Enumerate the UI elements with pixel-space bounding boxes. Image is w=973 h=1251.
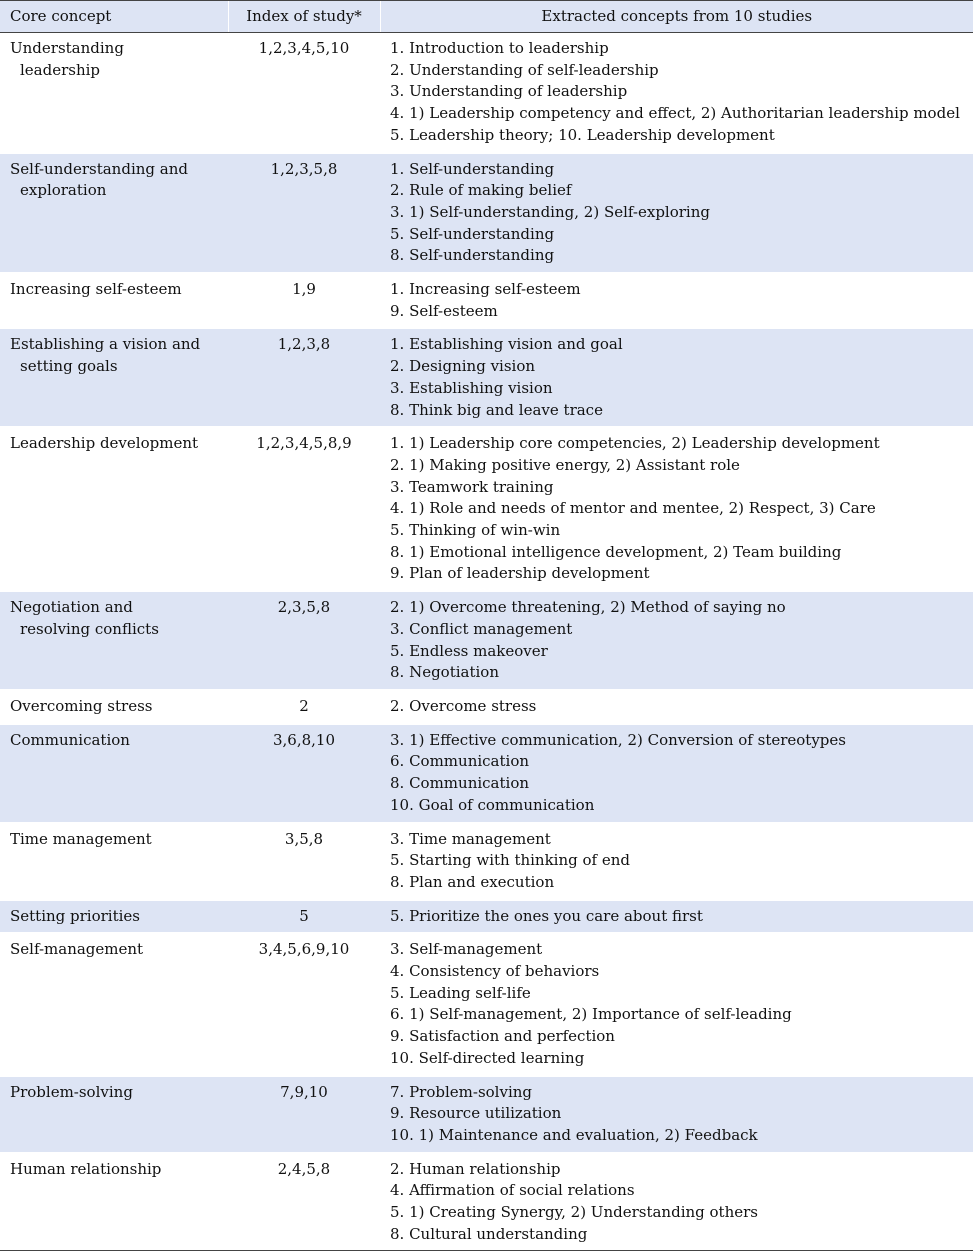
study-index-cell: 2 xyxy=(228,690,380,724)
extracted-concept-item: 1. 1) Leadership core competencies, 2) Leadership development xyxy=(390,434,880,453)
study-index-cell: 1,2,3,4,5,8,9 xyxy=(228,427,380,591)
core-concept-text: Time management xyxy=(10,829,152,848)
extracted-concepts-cell xyxy=(380,933,973,1075)
core-concept-cell xyxy=(0,153,228,274)
extracted-concept-item: 5. Prioritize the ones you care about first xyxy=(390,906,703,925)
table-body xyxy=(0,33,973,1251)
study-index-cell: 1,9 xyxy=(228,273,380,328)
core-concept-cell xyxy=(0,328,228,427)
extracted-concept-item: 9. Satisfaction and perfection xyxy=(390,1027,615,1046)
study-index-cell: 1,2,3,5,8 xyxy=(228,153,380,274)
core-concept-text: Establishing a vision and xyxy=(10,335,201,354)
extracted-concepts-cell xyxy=(380,823,973,900)
extracted-concept-item: 8. Communication xyxy=(390,774,530,793)
extracted-concept-item: 9. Plan of leadership development xyxy=(390,564,650,583)
study-index-cell: 1,2,3,4,5,10 xyxy=(258,39,350,57)
extracted-concept-item: 9. Self-esteem xyxy=(390,301,498,320)
extracted-concept-item: 8. 1) Emotional intelligence development, 2) Team building xyxy=(390,542,842,561)
table-row xyxy=(0,1153,973,1251)
extracted-concepts-cell xyxy=(380,900,973,934)
extracted-concept-item: 2. Understanding of self-leadership xyxy=(390,60,659,79)
extracted-concept-item: 2. Human relationship xyxy=(390,1159,561,1178)
extracted-concept-item: 3. Time management xyxy=(390,829,551,848)
extracted-concept-item: 10. 1) Maintenance and evaluation, 2) Feedback xyxy=(390,1125,758,1144)
extracted-concept-item: 9. Resource utilization xyxy=(390,1104,562,1123)
core-concept-text: Human relationship xyxy=(10,1159,162,1178)
table-row xyxy=(0,153,973,274)
extracted-concept-item: 2. Rule of making belief xyxy=(390,181,572,200)
table-header-row xyxy=(0,1,973,33)
extracted-concepts-cell xyxy=(380,1076,973,1153)
table-row xyxy=(0,823,973,900)
core-concept-text: exploration xyxy=(20,181,107,200)
study-index-cell: 2,4,5,8 xyxy=(228,1153,380,1251)
extracted-concept-item: 8. Think big and leave trace xyxy=(390,400,603,419)
extracted-concept-item: 10. Goal of communication xyxy=(390,795,595,814)
extracted-concept-item: 3. 1) Self-understanding, 2) Self-exploring xyxy=(390,202,710,221)
core-concept-cell xyxy=(0,1076,228,1153)
core-concept-text: Setting priorities xyxy=(10,906,141,925)
extracted-concept-item: 4. Consistency of behaviors xyxy=(390,962,600,981)
extracted-concept-item: 3. 1) Effective communication, 2) Conversion of stereotypes xyxy=(390,730,846,749)
study-index-cell: 5 xyxy=(228,900,380,934)
extracted-concept-item: 3. Establishing vision xyxy=(390,378,553,397)
extracted-concept-item: 1. Self-understanding xyxy=(390,159,555,178)
extracted-concept-item: 2. 1) Overcome threatening, 2) Method of saying no xyxy=(390,598,786,617)
core-concept-text: setting goals xyxy=(20,357,118,376)
core-concept-cell xyxy=(0,1153,228,1251)
extracted-concept-item: 5. Starting with thinking of end xyxy=(390,851,630,870)
core-concept-cell xyxy=(0,33,228,153)
extracted-concept-item: 8. Self-understanding xyxy=(390,246,555,265)
extracted-concept-item: 2. Designing vision xyxy=(390,357,536,376)
core-concept-text: Self-understanding and xyxy=(10,159,188,178)
table-row xyxy=(0,591,973,690)
header-index-of-study: Index of study* xyxy=(228,1,380,33)
study-index-cell: 3,4,5,6,9,10 xyxy=(228,933,380,1075)
study-index-cell: 3,6,8,10 xyxy=(228,724,380,823)
core-concept-text: resolving conflicts xyxy=(20,619,159,638)
core-concept-text: Negotiation and xyxy=(10,598,133,617)
extracted-concept-item: 3. Understanding of leadership xyxy=(390,82,628,101)
study-index-cell: 7,9,10 xyxy=(228,1076,380,1153)
core-concept-cell xyxy=(0,823,228,900)
core-concept-cell xyxy=(0,724,228,823)
extracted-concept-item: 1. Introduction to leadership xyxy=(390,39,609,57)
extracted-concept-item: 7. Problem-solving xyxy=(390,1082,533,1101)
core-concept-text: leadership xyxy=(20,60,101,79)
study-index-cell: 3,5,8 xyxy=(228,823,380,900)
extracted-concept-item: 2. 1) Making positive energy, 2) Assistant role xyxy=(390,455,740,474)
core-concept-cell xyxy=(0,273,228,328)
table-row xyxy=(0,273,973,328)
study-index-cell: 2,3,5,8 xyxy=(228,591,380,690)
core-concept-cell xyxy=(0,591,228,690)
extracted-concept-item: 8. Negotiation xyxy=(390,663,499,682)
extracted-concepts-cell xyxy=(380,591,973,690)
extracted-concept-item: 4. Affirmation of social relations xyxy=(390,1181,635,1200)
extracted-concepts-cell xyxy=(380,427,973,591)
header-extracted-concepts: Extracted concepts from 10 studies xyxy=(380,1,973,33)
core-concept-text: Communication xyxy=(10,730,130,749)
extracted-concepts-cell xyxy=(380,33,973,153)
extracted-concept-item: 8. Cultural understanding xyxy=(390,1224,588,1243)
core-concept-text: Overcoming stress xyxy=(10,696,153,715)
table-row xyxy=(0,933,973,1075)
study-index-cell: 1,2,3,8 xyxy=(228,328,380,427)
extracted-concept-item: 5. Leading self-life xyxy=(390,983,531,1002)
extracted-concept-item: 1. Increasing self-esteem xyxy=(390,280,581,299)
header-core-concept: Core concept xyxy=(0,1,228,33)
table-row xyxy=(0,900,973,934)
table-row xyxy=(0,1076,973,1153)
extracted-concepts-cell xyxy=(380,1153,973,1251)
core-concept-cell xyxy=(0,427,228,591)
core-concept-cell xyxy=(0,900,228,934)
table-row xyxy=(0,690,973,724)
extracted-concept-item: 4. 1) Leadership competency and effect, 2) Authoritarian leadership model xyxy=(390,104,960,123)
core-concept-text: Understanding xyxy=(10,39,124,57)
table-row xyxy=(0,427,973,591)
extracted-concepts-cell xyxy=(380,724,973,823)
extracted-concepts-cell xyxy=(380,328,973,427)
core-concept-text: Problem-solving xyxy=(10,1082,133,1101)
extracted-concept-item: 8. Plan and execution xyxy=(390,872,555,891)
extracted-concept-item: 6. Communication xyxy=(390,752,530,771)
core-concept-cell xyxy=(0,933,228,1075)
extracted-concepts-cell xyxy=(380,690,973,724)
extracted-concept-item: 2. Overcome stress xyxy=(390,696,537,715)
extracted-concept-item: 5. 1) Creating Synergy, 2) Understanding others xyxy=(390,1203,758,1222)
extracted-concept-item: 10. Self-directed learning xyxy=(390,1048,585,1067)
extracted-concepts-cell xyxy=(380,273,973,328)
core-concept-text: Increasing self-esteem xyxy=(10,280,182,299)
extracted-concept-item: 5. Self-understanding xyxy=(390,224,555,243)
core-concept-text: Self-management xyxy=(10,940,144,959)
extracted-concept-item: 3. Teamwork training xyxy=(390,477,554,496)
extracted-concept-item: 3. Self-management xyxy=(390,940,543,959)
extracted-concept-item: 1. Establishing vision and goal xyxy=(390,335,623,354)
extracted-concept-item: 4. 1) Role and needs of mentor and mentee, 2) Respect, 3) Care xyxy=(390,499,876,518)
table-row xyxy=(0,328,973,427)
extracted-concept-item: 3. Conflict management xyxy=(390,619,573,638)
extracted-concept-item: 6. 1) Self-management, 2) Importance of self-leading xyxy=(390,1005,792,1024)
core-concept-cell xyxy=(0,690,228,724)
extracted-concept-item: 5. Endless makeover xyxy=(390,641,548,660)
table-row xyxy=(0,33,973,153)
extracted-concepts-cell xyxy=(380,153,973,274)
extracted-concept-item: 5. Leadership theory; 10. Leadership development xyxy=(390,125,775,144)
core-concept-text: Leadership development xyxy=(10,434,199,453)
extracted-concept-item: 5. Thinking of win-win xyxy=(390,521,561,540)
table-row xyxy=(0,724,973,823)
